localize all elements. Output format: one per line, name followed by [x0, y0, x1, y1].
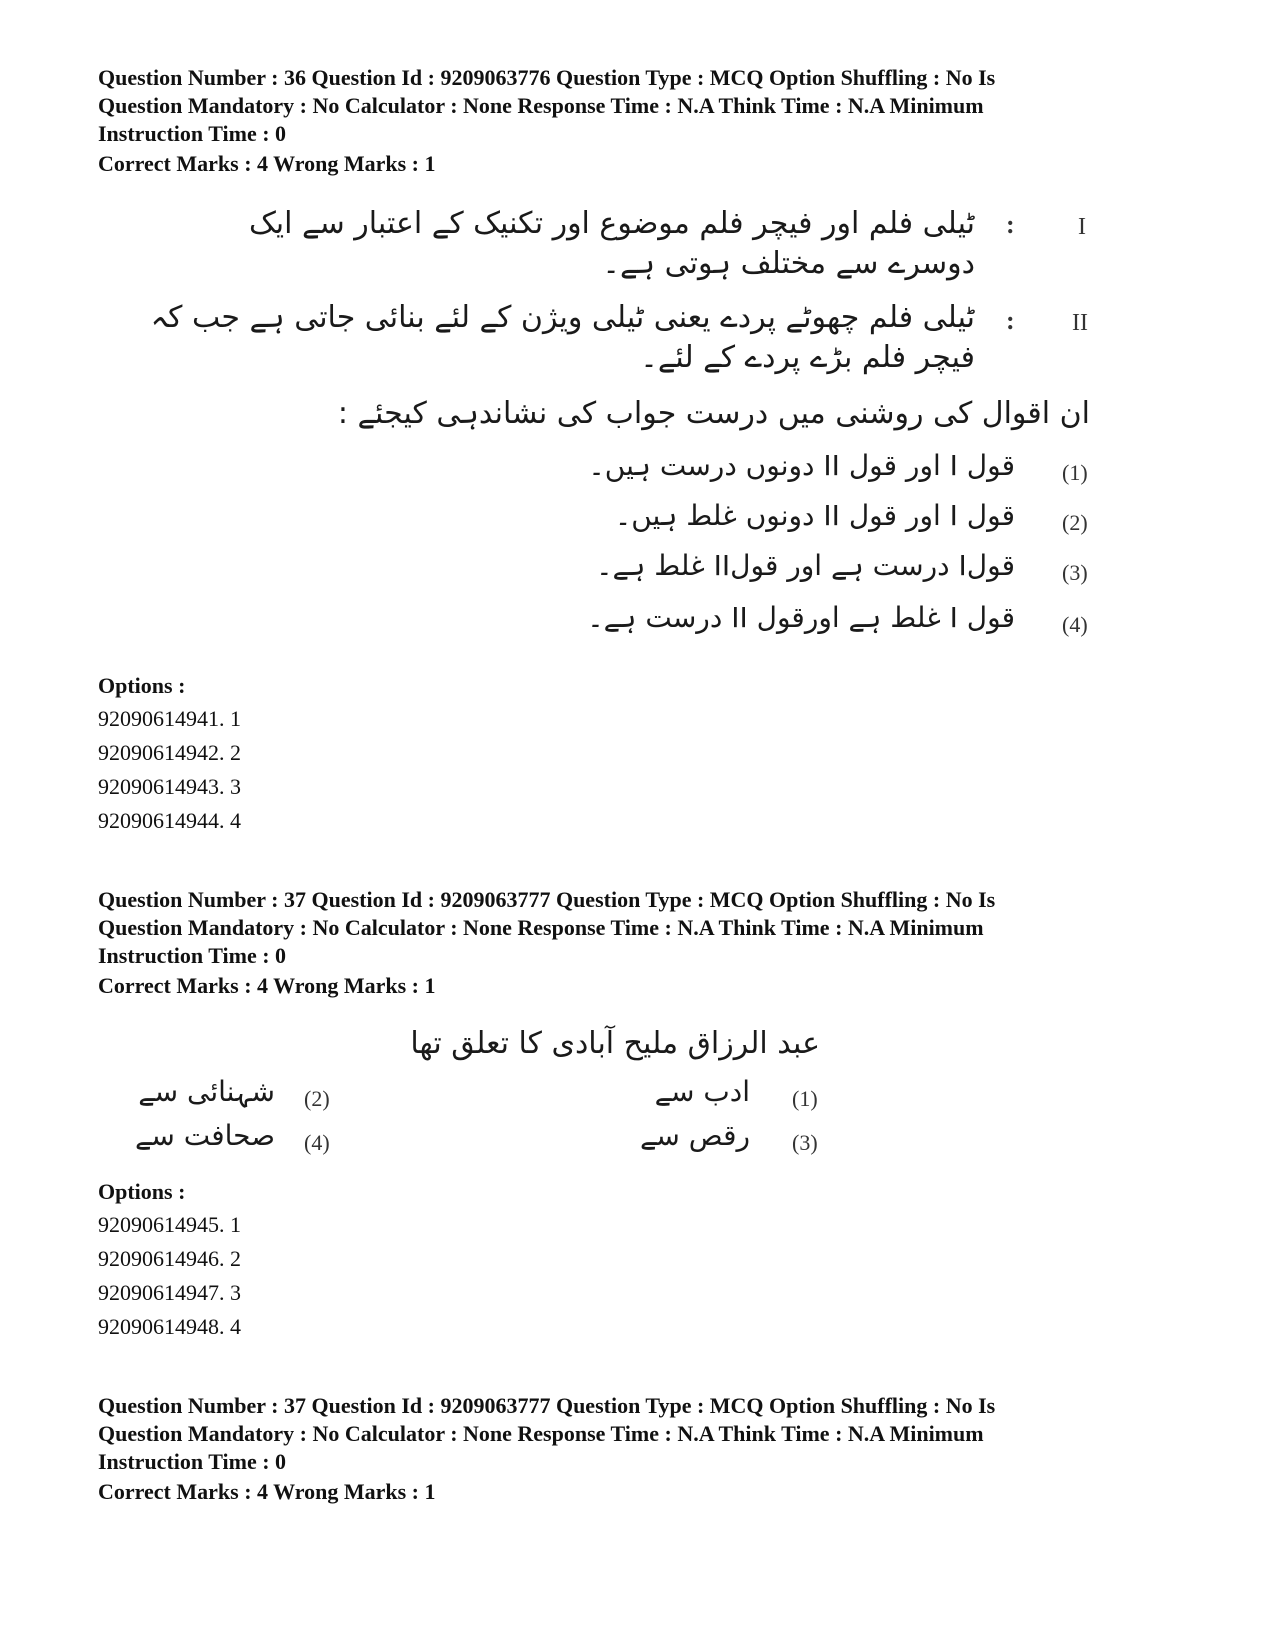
choice-number: (2)	[1062, 510, 1088, 535]
choice-text: رقص سے	[640, 1119, 750, 1152]
option-item: 92090614941. 1	[98, 706, 241, 731]
question-prompt: عبد الرزاق ملیح آبادی کا تعلق تھا	[410, 1026, 820, 1061]
choice-text: ادب سے	[654, 1075, 750, 1108]
meta-line: Question Mandatory : No Calculator : None Response Time : N.A Think Time : N.A Minimum	[98, 915, 984, 940]
statement-label: I	[1078, 214, 1086, 240]
choice-number: (4)	[304, 1130, 330, 1155]
statement-text: فیچر فلم بڑے پردے کے لئے۔	[640, 340, 975, 375]
choice-number: (3)	[1062, 560, 1088, 585]
choice-text: قول I اور قول II دونوں غلط ہیں۔	[614, 499, 1015, 532]
marks-line: Correct Marks : 4 Wrong Marks : 1	[98, 1479, 436, 1504]
choice-number: (2)	[304, 1086, 330, 1111]
marks-line: Correct Marks : 4 Wrong Marks : 1	[98, 973, 436, 998]
meta-line: Question Number : 37 Question Id : 9209063777 Question Type : MCQ Option Shuffling : No Is	[98, 1393, 996, 1418]
meta-line: Instruction Time : 0	[98, 1449, 287, 1474]
choice-number: (1)	[1062, 460, 1088, 485]
option-item: 92090614946. 2	[98, 1246, 241, 1271]
statement-text: ٹیلی فلم اور فیچر فلم موضوع اور تکنیک کے اعتبار سے ایک	[248, 206, 975, 241]
options-heading: Options :	[98, 1179, 186, 1204]
choice-text: صحافت سے	[134, 1119, 275, 1152]
meta-line: Instruction Time : 0	[98, 943, 287, 968]
choice-number: (3)	[792, 1130, 818, 1155]
meta-line: Question Number : 37 Question Id : 9209063777 Question Type : MCQ Option Shuffling : No Is	[98, 887, 996, 912]
option-item: 92090614943. 3	[98, 774, 241, 799]
choice-text: قول I اور قول II دونوں درست ہیں۔	[588, 449, 1015, 482]
statement-text: دوسرے سے مختلف ہوتی ہے۔	[602, 246, 975, 281]
choice-text: شہنائی سے	[138, 1075, 275, 1108]
choice-number: (4)	[1062, 612, 1088, 637]
option-item: 92090614945. 1	[98, 1212, 241, 1237]
option-item: 92090614947. 3	[98, 1280, 241, 1305]
meta-line: Question Mandatory : No Calculator : None Response Time : N.A Think Time : N.A Minimum	[98, 1421, 984, 1446]
statement-text: ٹیلی فلم چھوٹے پردے یعنی ٹیلی ویژن کے لئے بنائی جاتی ہے جب کہ	[150, 300, 975, 335]
statement-colon: :	[1006, 210, 1015, 239]
option-item: 92090614944. 4	[98, 808, 241, 833]
options-list	[98, 702, 241, 838]
marks-line: Correct Marks : 4 Wrong Marks : 1	[98, 151, 436, 176]
options-list	[98, 1208, 241, 1344]
options-heading: Options :	[98, 673, 186, 698]
question-meta	[98, 886, 1138, 970]
meta-line: Instruction Time : 0	[98, 121, 287, 146]
meta-line: Question Mandatory : No Calculator : None Response Time : N.A Think Time : N.A Minimum	[98, 93, 984, 118]
choice-number: (1)	[792, 1086, 818, 1111]
question-prompt: ان اقوال کی روشنی میں درست جواب کی نشاندہی کیجئے :	[337, 396, 1090, 431]
statement-colon: :	[1006, 306, 1015, 335]
option-item: 92090614942. 2	[98, 740, 241, 765]
choice-text: قولI درست ہے اور قولII غلط ہے۔	[596, 549, 1015, 582]
meta-line: Question Number : 36 Question Id : 9209063776 Question Type : MCQ Option Shuffling : No Is	[98, 65, 996, 90]
question-meta	[98, 64, 1138, 148]
statement-label: II	[1072, 310, 1088, 336]
choice-text: قول I غلط ہے اورقول II درست ہے۔	[587, 601, 1015, 634]
question-meta	[98, 1392, 1138, 1476]
option-item: 92090614948. 4	[98, 1314, 241, 1339]
